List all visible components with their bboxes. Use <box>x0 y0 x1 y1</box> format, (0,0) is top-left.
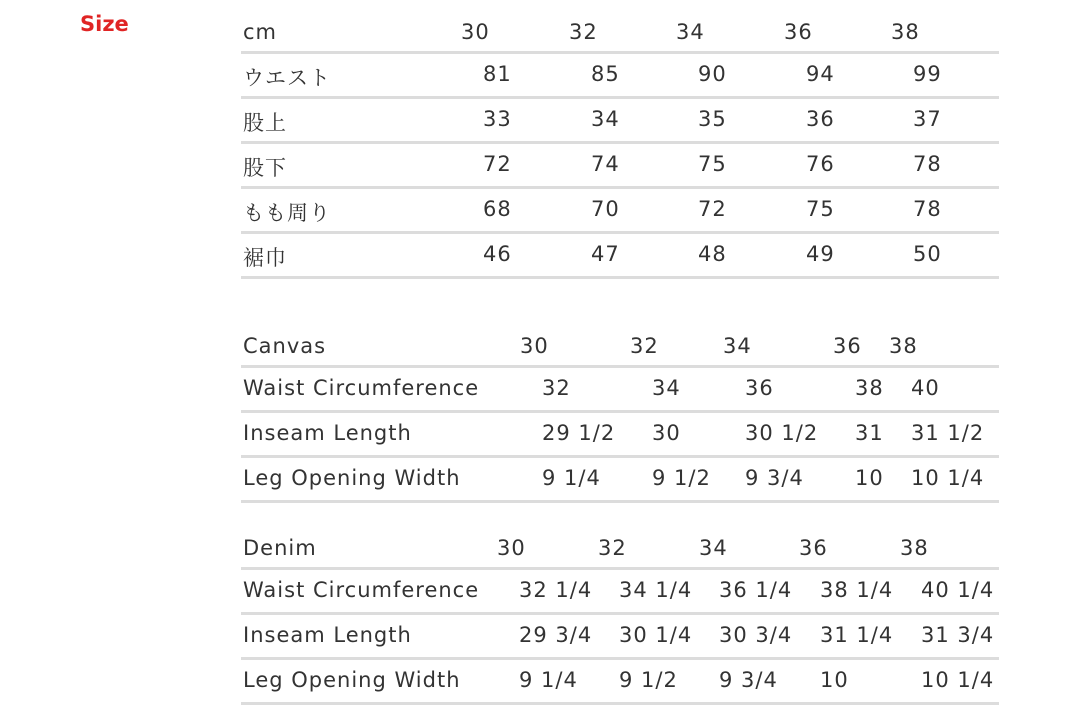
table-cell: 36 <box>784 20 813 44</box>
row-label: もも周り <box>243 201 331 225</box>
table-cell: 36 <box>799 536 828 560</box>
table-cell: 38 1/4 <box>820 578 894 602</box>
table-cell: 74 <box>591 152 620 176</box>
table-cell: 48 <box>698 242 727 266</box>
table-cell: 9 3/4 <box>745 466 804 490</box>
waist-row <box>241 570 999 615</box>
table-cell: 9 1/2 <box>652 466 711 490</box>
table-cell: 99 <box>913 62 942 86</box>
table-cell: 10 <box>820 668 849 692</box>
table-cell: 34 <box>723 334 752 358</box>
table-cell: 34 <box>591 107 620 131</box>
table-cell: 75 <box>806 197 835 221</box>
table-cell: 40 <box>911 376 940 400</box>
table-cell: 9 1/2 <box>619 668 678 692</box>
table-cell: 10 1/4 <box>911 466 985 490</box>
table-title: Denim <box>243 536 317 560</box>
table-title: Canvas <box>243 334 327 358</box>
table-cell: 9 1/4 <box>542 466 601 490</box>
hem-row <box>241 234 999 279</box>
table-cell: 10 1/4 <box>921 668 995 692</box>
table-cell: 78 <box>913 197 942 221</box>
table-title: cm <box>243 20 278 44</box>
table-cell: 30 <box>520 334 549 358</box>
cm-header <box>241 20 999 54</box>
table-cell: 32 1/4 <box>519 578 593 602</box>
table-cell: 46 <box>483 242 512 266</box>
table-cell: 32 <box>542 376 571 400</box>
size-table-denim <box>241 536 999 705</box>
table-cell: 30 <box>497 536 526 560</box>
table-cell: 36 <box>745 376 774 400</box>
table-cell: 70 <box>591 197 620 221</box>
table-cell: 75 <box>698 152 727 176</box>
table-cell: 31 1/2 <box>911 421 985 445</box>
table-cell: 38 <box>889 334 918 358</box>
table-cell: 31 <box>855 421 884 445</box>
table-cell: 76 <box>806 152 835 176</box>
row-label: Leg Opening Width <box>243 668 461 692</box>
table-cell: 31 1/4 <box>820 623 894 647</box>
table-cell: 49 <box>806 242 835 266</box>
table-cell: 30 3/4 <box>719 623 793 647</box>
table-cell: 30 1/4 <box>619 623 693 647</box>
leg-opening-row <box>241 458 999 503</box>
table-cell: 32 <box>569 20 598 44</box>
inseam-row <box>241 615 999 660</box>
table-cell: 35 <box>698 107 727 131</box>
table-cell: 38 <box>891 20 920 44</box>
table-cell: 81 <box>483 62 512 86</box>
table-cell: 29 1/2 <box>542 421 616 445</box>
table-cell: 34 <box>652 376 681 400</box>
table-cell: 78 <box>913 152 942 176</box>
table-cell: 9 1/4 <box>519 668 578 692</box>
table-cell: 90 <box>698 62 727 86</box>
canvas-header <box>241 334 999 368</box>
table-cell: 30 <box>461 20 490 44</box>
size-table-canvas <box>241 334 999 503</box>
table-cell: 72 <box>698 197 727 221</box>
table-cell: 36 <box>806 107 835 131</box>
rise-row <box>241 99 999 144</box>
table-cell: 36 1/4 <box>719 578 793 602</box>
table-cell: 38 <box>900 536 929 560</box>
thigh-row <box>241 189 999 234</box>
table-cell: 34 1/4 <box>619 578 693 602</box>
table-cell: 85 <box>591 62 620 86</box>
row-label: Inseam Length <box>243 421 412 445</box>
inseam-row <box>241 413 999 458</box>
table-cell: 31 3/4 <box>921 623 995 647</box>
row-label: 裾巾 <box>243 246 287 270</box>
row-label: ウエスト <box>243 66 331 90</box>
table-cell: 38 <box>855 376 884 400</box>
table-cell: 29 3/4 <box>519 623 593 647</box>
table-cell: 32 <box>630 334 659 358</box>
table-cell: 9 3/4 <box>719 668 778 692</box>
size-label: Size <box>80 12 129 36</box>
table-cell: 72 <box>483 152 512 176</box>
row-label: Waist Circumference <box>243 578 480 602</box>
row-label: Inseam Length <box>243 623 412 647</box>
table-cell: 50 <box>913 242 942 266</box>
table-cell: 37 <box>913 107 942 131</box>
table-cell: 33 <box>483 107 512 131</box>
table-cell: 32 <box>598 536 627 560</box>
table-cell: 36 <box>833 334 862 358</box>
leg-opening-row <box>241 660 999 705</box>
table-cell: 10 <box>855 466 884 490</box>
row-label: Waist Circumference <box>243 376 480 400</box>
waist-row <box>241 368 999 413</box>
waist-row <box>241 54 999 99</box>
table-cell: 47 <box>591 242 620 266</box>
row-label: 股下 <box>243 156 287 180</box>
table-cell: 30 <box>652 421 681 445</box>
row-label: 股上 <box>243 111 287 135</box>
table-cell: 40 1/4 <box>921 578 995 602</box>
table-cell: 30 1/2 <box>745 421 819 445</box>
table-cell: 68 <box>483 197 512 221</box>
size-table-cm <box>241 20 999 279</box>
table-cell: 34 <box>676 20 705 44</box>
inseam-row <box>241 144 999 189</box>
denim-header <box>241 536 999 570</box>
row-label: Leg Opening Width <box>243 466 461 490</box>
table-cell: 34 <box>699 536 728 560</box>
table-cell: 94 <box>806 62 835 86</box>
